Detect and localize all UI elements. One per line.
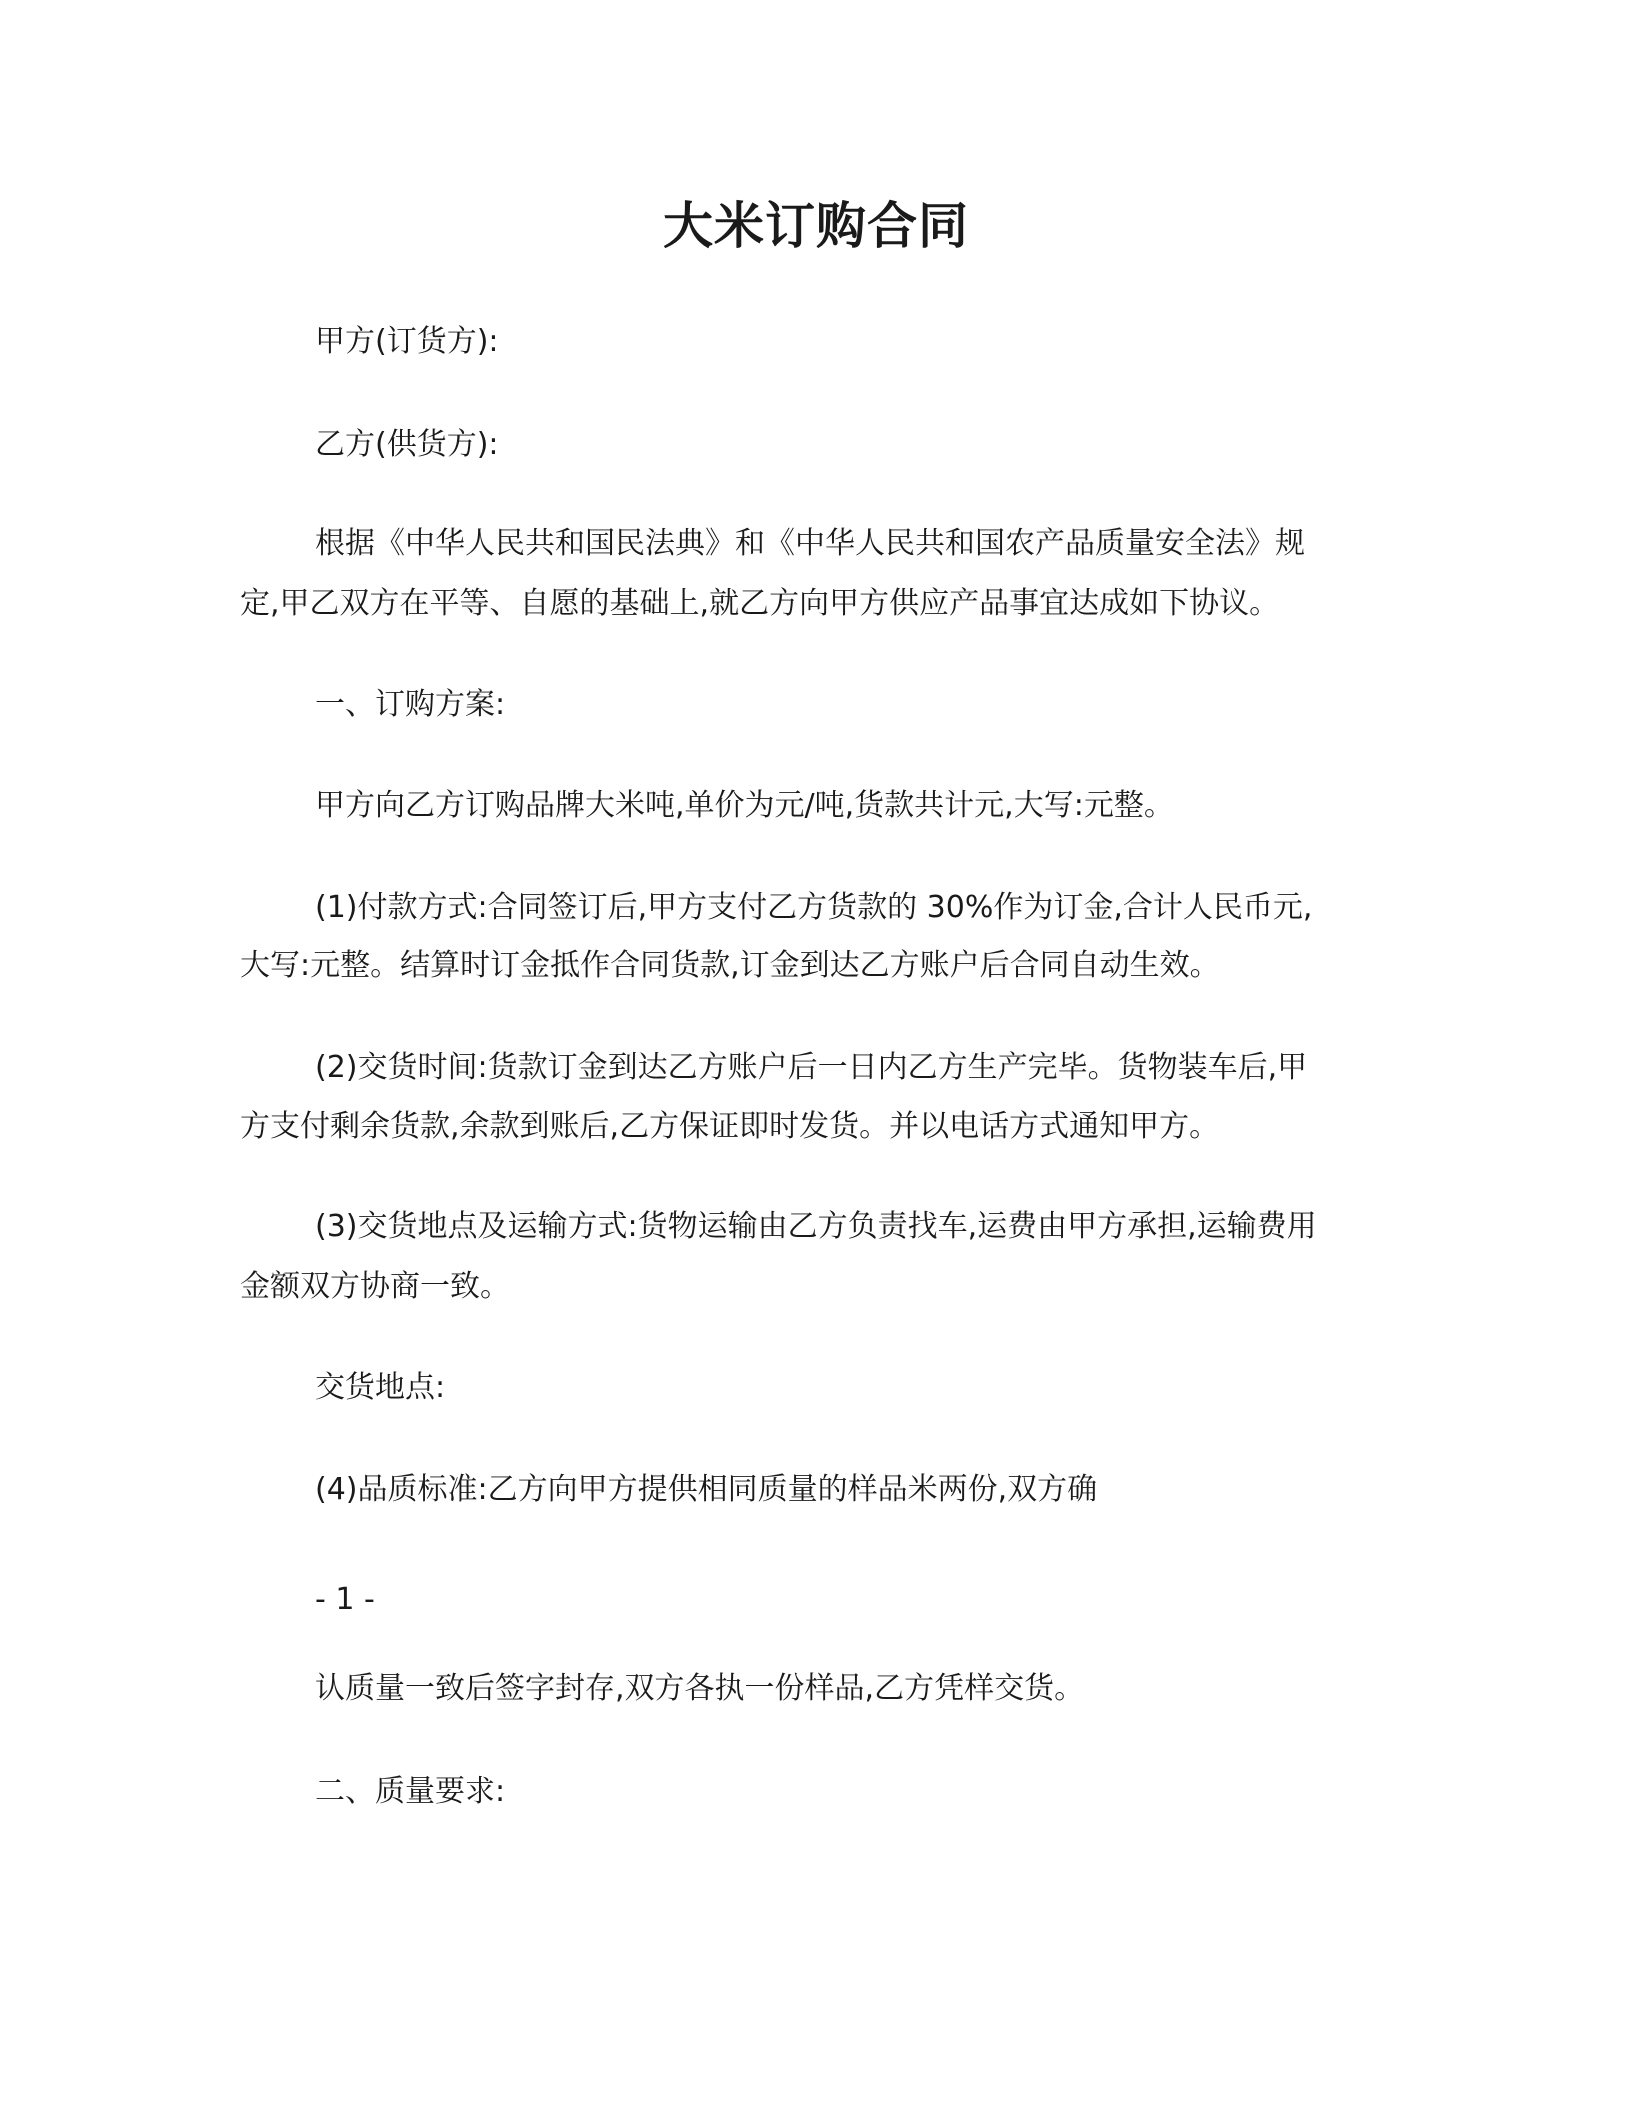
preamble-line-2: 定,甲乙双方在平等、自愿的基础上,就乙方向甲方供应产品事宜达成如下协议。 bbox=[240, 586, 1280, 621]
section-2-heading: 二、质量要求: bbox=[315, 1774, 506, 1809]
clause-1-line-1: (1)付款方式:合同签订后,甲方支付乙方货款的 30%作为订金,合计人民币元, bbox=[315, 890, 1313, 925]
clause-3-line-1: (3)交货地点及运输方式:货物运输由乙方负责找车,运费由甲方承担,运输费用 bbox=[315, 1209, 1317, 1244]
preamble-line-1: 根据《中华人民共和国民法典》和《中华人民共和国农产品质量安全法》规 bbox=[315, 526, 1305, 561]
delivery-place-line: 交货地点: bbox=[315, 1370, 446, 1405]
party-a-line: 甲方(订货方): bbox=[315, 324, 499, 359]
clause-4-line-2: 认质量一致后签字封存,双方各执一份样品,乙方凭样交货。 bbox=[315, 1671, 1085, 1706]
clause-1-line-2: 大写:元整。结算时订金抵作合同货款,订金到达乙方账户后合同自动生效。 bbox=[240, 948, 1220, 983]
party-b-line: 乙方(供货方): bbox=[315, 427, 499, 462]
page-number: - 1 - bbox=[315, 1582, 375, 1617]
clause-2-line-2: 方支付剩余货款,余款到账后,乙方保证即时发货。并以电话方式通知甲方。 bbox=[240, 1109, 1220, 1144]
document-title: 大米订购合同 bbox=[663, 197, 969, 255]
clause-3-line-2: 金额双方协商一致。 bbox=[240, 1269, 510, 1304]
section-1-heading: 一、订购方案: bbox=[315, 687, 506, 722]
order-line: 甲方向乙方订购品牌大米吨,单价为元/吨,货款共计元,大写:元整。 bbox=[315, 788, 1174, 823]
clause-2-line-1: (2)交货时间:货款订金到达乙方账户后一日内乙方生产完毕。货物装车后,甲 bbox=[315, 1050, 1308, 1085]
clause-4-line-1: (4)品质标准:乙方向甲方提供相同质量的样品米两份,双方确 bbox=[315, 1472, 1098, 1507]
